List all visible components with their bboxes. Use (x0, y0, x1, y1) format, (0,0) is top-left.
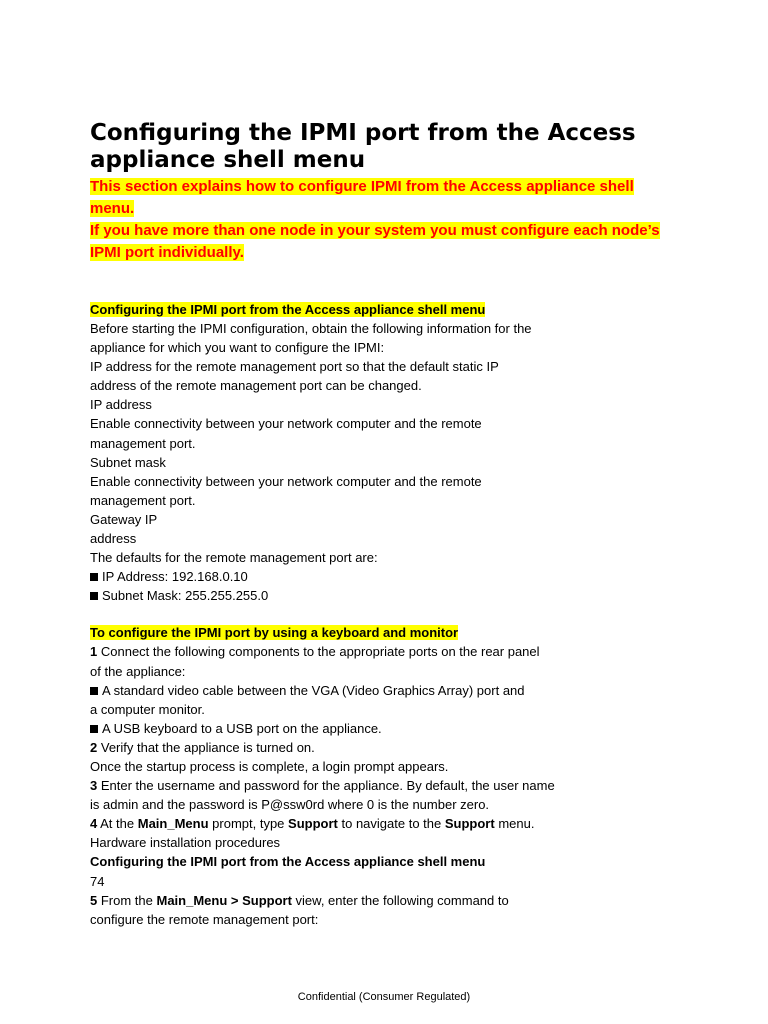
intro-line-2: menu. (90, 200, 135, 217)
running-header-section: Configuring the IPMI port from the Access appliance shell menu (90, 854, 486, 870)
step-4 (90, 814, 690, 833)
running-header-chapter: Hardware installation procedures (90, 835, 281, 851)
section2-body (90, 642, 690, 928)
step-text: to navigate to the (341, 816, 442, 832)
step-1-continued: of the appliance: (90, 663, 186, 679)
page-title: Configuring the IPMI port from the Access appliance shell menu (90, 120, 636, 173)
bullet-item (90, 681, 690, 700)
step-number: 1 (90, 644, 98, 660)
step-text: Connect the following components to the appropriate ports on the rear panel (100, 644, 540, 660)
bullet-square-icon (90, 573, 98, 581)
section1-line: Enable connectivity between your network computer and the remote (90, 473, 482, 489)
section1-body (90, 319, 690, 605)
section1-line: Subnet mask (90, 454, 166, 470)
page-number: 74 (90, 873, 105, 889)
step-text: Verify that the appliance is turned on. (100, 739, 315, 755)
bullet-square-icon (90, 725, 98, 733)
step-2-continued: Once the startup process is complete, a login prompt appears. (90, 758, 449, 774)
bullet-text: IP Address: 192.168.0.10 (102, 569, 248, 585)
bullet-item (90, 586, 690, 605)
step-number: 5 (90, 892, 98, 908)
step-1 (90, 642, 690, 661)
section2-heading (90, 623, 690, 642)
section1-line: Enable connectivity between your network computer and the remote (90, 416, 482, 432)
main-menu-term: Main_Menu (137, 816, 209, 832)
support-term: Support (444, 816, 495, 832)
support-term: Support (288, 816, 338, 832)
bullet-item (90, 567, 690, 586)
bullet-text: A USB keyboard to a USB port on the appliance. (102, 720, 382, 736)
section1-heading (90, 300, 690, 319)
section1-heading-text: Configuring the IPMI port from the Access appliance shell menu (90, 302, 486, 317)
step-number: 3 (90, 778, 98, 794)
section1-line: address (90, 531, 137, 547)
section1-line: IP address for the remote management port so that the default static IP (90, 359, 499, 375)
step-5 (90, 891, 690, 910)
step-5-continued: configure the remote management port: (90, 911, 319, 927)
step-number: 4 (90, 816, 98, 832)
section1-line: Before starting the IPMI configuration, obtain the following information for the (90, 321, 532, 336)
step-3-continued: is admin and the password is P@ssw0rd where 0 is the number zero. (90, 797, 490, 813)
bullet-text: Subnet Mask: 255.255.255.0 (102, 588, 269, 604)
step-text: Enter the username and password for the appliance. By default, the user name (100, 778, 555, 794)
page-footer: Confidential (Consumer Regulated) (297, 991, 471, 1003)
step-text: prompt, type (212, 816, 285, 832)
step-2 (90, 738, 690, 757)
section1-line: IP address (90, 397, 152, 413)
section1-line: appliance for which you want to configure the IPMI: (90, 340, 385, 356)
step-number: 2 (90, 739, 98, 755)
intro-line-4: IPMI port individually. (90, 244, 244, 261)
step-text: menu. (498, 816, 535, 832)
menu-path-term: Main_Menu > Support (156, 892, 292, 908)
step-3 (90, 776, 690, 795)
bullet-continued: a computer monitor. (90, 701, 205, 717)
section1-line: management port. (90, 492, 196, 508)
section1-line: address of the remote management port can be changed. (90, 378, 422, 394)
bullet-square-icon (90, 687, 98, 695)
section1-line: management port. (90, 435, 196, 451)
intro-note (90, 176, 690, 264)
bullet-square-icon (90, 592, 98, 600)
section1-line: Gateway IP (90, 511, 158, 527)
step-text: At the (100, 816, 135, 832)
section2-heading-text: To configure the IPMI port by using a keyboard and monitor (90, 625, 459, 641)
section1-line: The defaults for the remote management port are: (90, 550, 378, 566)
intro-line-1: This section explains how to configure IPMI from the Access appliance shell (90, 178, 634, 195)
bullet-text: A standard video cable between the VGA (Video Graphics Array) port and (102, 682, 525, 698)
step-text: From the (100, 892, 153, 908)
intro-line-3: If you have more than one node in your system you must configure each node’s (90, 222, 660, 239)
step-text: view, enter the following command to (295, 892, 509, 908)
document-content (90, 120, 690, 929)
bullet-item (90, 719, 690, 738)
